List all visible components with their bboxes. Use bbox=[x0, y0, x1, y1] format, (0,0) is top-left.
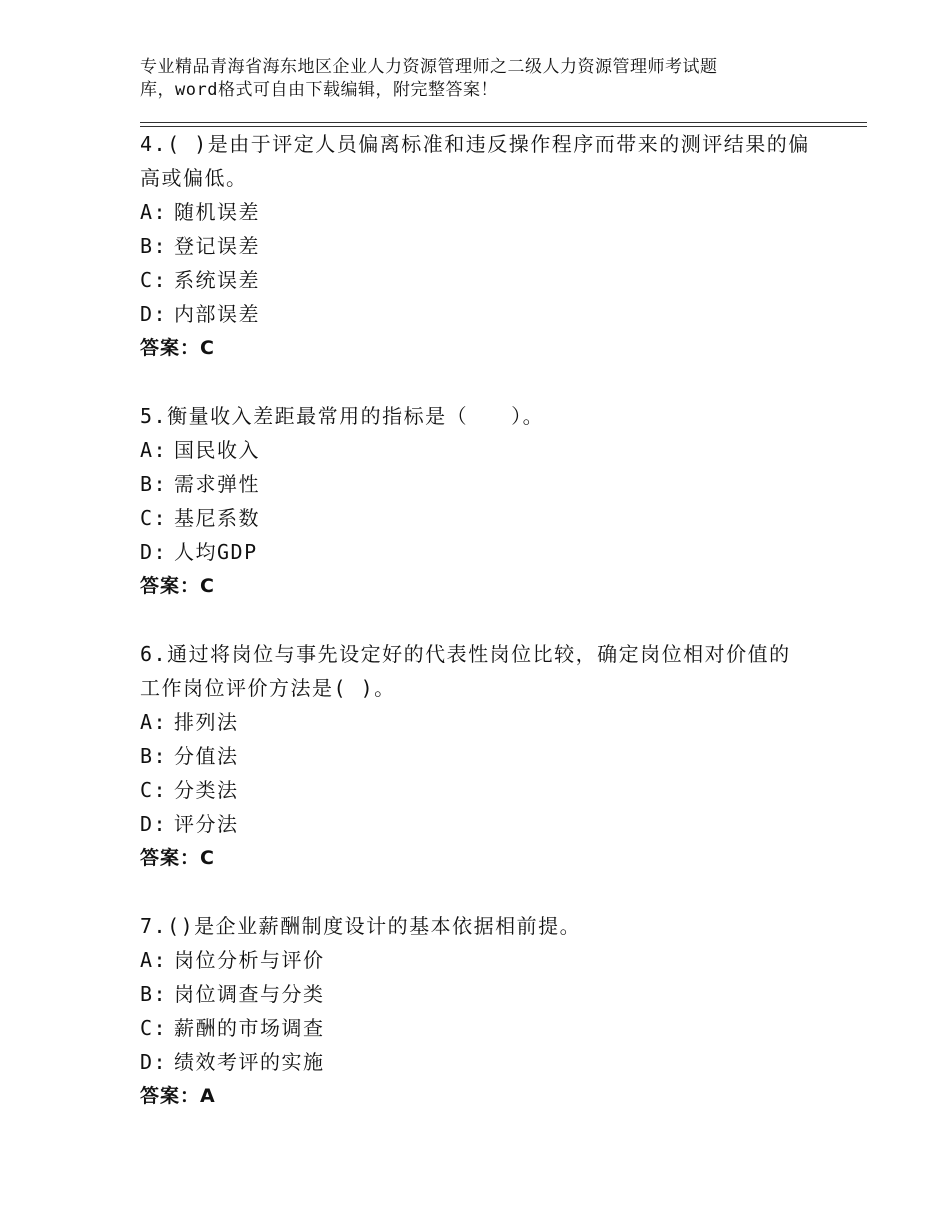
answer-label: 答案：C bbox=[140, 575, 215, 597]
option-letter: D: bbox=[140, 1050, 168, 1074]
question-list bbox=[140, 127, 840, 1147]
answer-label: 答案：C bbox=[140, 337, 215, 359]
option-letter: D: bbox=[140, 302, 168, 326]
option-b bbox=[140, 467, 840, 501]
option-a bbox=[140, 433, 840, 467]
option-c bbox=[140, 1011, 840, 1045]
option-letter: A: bbox=[140, 438, 168, 462]
option-text: 排列法 bbox=[174, 710, 239, 734]
option-d bbox=[140, 297, 840, 331]
option-letter: B: bbox=[140, 744, 168, 768]
option-b bbox=[140, 739, 840, 773]
option-text: 内部误差 bbox=[174, 302, 260, 326]
option-text: 基尼系数 bbox=[174, 506, 260, 530]
header-divider-thick bbox=[140, 122, 867, 123]
option-d bbox=[140, 1045, 840, 1079]
question-6 bbox=[140, 637, 840, 875]
option-text: 分类法 bbox=[174, 778, 239, 802]
question-stem-line: 4.( )是由于评定人员偏离标准和违反操作程序而带来的测评结果的偏 bbox=[140, 132, 810, 156]
question-stem-line: 工作岗位评价方法是( )。 bbox=[140, 676, 396, 700]
option-c bbox=[140, 501, 840, 535]
question-stem-line: 6.通过将岗位与事先设定好的代表性岗位比较，确定岗位相对价值的 bbox=[140, 642, 791, 666]
option-d bbox=[140, 535, 840, 569]
question-stem-line: 7.()是企业薪酬制度设计的基本依据相前提。 bbox=[140, 914, 582, 938]
option-b bbox=[140, 229, 840, 263]
option-letter: B: bbox=[140, 472, 168, 496]
option-text: 国民收入 bbox=[174, 438, 260, 462]
option-letter: B: bbox=[140, 234, 168, 258]
option-letter: A: bbox=[140, 200, 168, 224]
option-letter: B: bbox=[140, 982, 168, 1006]
option-text: 登记误差 bbox=[174, 234, 260, 258]
option-letter: D: bbox=[140, 540, 168, 564]
question-stem-line: 5.衡量收入差距最常用的指标是（ ）。 bbox=[140, 404, 545, 428]
option-text: 分值法 bbox=[174, 744, 239, 768]
option-text: 需求弹性 bbox=[174, 472, 260, 496]
option-b bbox=[140, 977, 840, 1011]
option-d bbox=[140, 807, 840, 841]
option-c bbox=[140, 773, 840, 807]
option-text: 评分法 bbox=[174, 812, 239, 836]
option-letter: C: bbox=[140, 268, 168, 292]
option-a bbox=[140, 943, 840, 977]
option-text: 人均GDP bbox=[174, 540, 258, 564]
question-stem-line: 高或偏低。 bbox=[140, 166, 248, 190]
option-text: 岗位分析与评价 bbox=[174, 948, 325, 972]
option-letter: C: bbox=[140, 1016, 168, 1040]
option-letter: D: bbox=[140, 812, 168, 836]
option-text: 系统误差 bbox=[174, 268, 260, 292]
option-text: 绩效考评的实施 bbox=[174, 1050, 325, 1074]
option-letter: A: bbox=[140, 948, 168, 972]
option-a bbox=[140, 195, 840, 229]
option-text: 岗位调查与分类 bbox=[174, 982, 325, 1006]
option-letter: C: bbox=[140, 506, 168, 530]
question-4 bbox=[140, 127, 840, 365]
answer-label: 答案：A bbox=[140, 1085, 216, 1107]
option-letter: C: bbox=[140, 778, 168, 802]
header-title-line-1: 专业精品青海省海东地区企业人力资源管理师之二级人力资源管理师考试题 bbox=[140, 57, 718, 77]
option-a bbox=[140, 705, 840, 739]
answer-label: 答案：C bbox=[140, 847, 215, 869]
document-header bbox=[140, 56, 840, 102]
question-5 bbox=[140, 399, 840, 603]
question-7 bbox=[140, 909, 840, 1113]
option-text: 随机误差 bbox=[174, 200, 260, 224]
option-letter: A: bbox=[140, 710, 168, 734]
header-title-line-2: 库，word格式可自由下载编辑，附完整答案！ bbox=[140, 80, 498, 100]
option-c bbox=[140, 263, 840, 297]
option-text: 薪酬的市场调查 bbox=[174, 1016, 325, 1040]
